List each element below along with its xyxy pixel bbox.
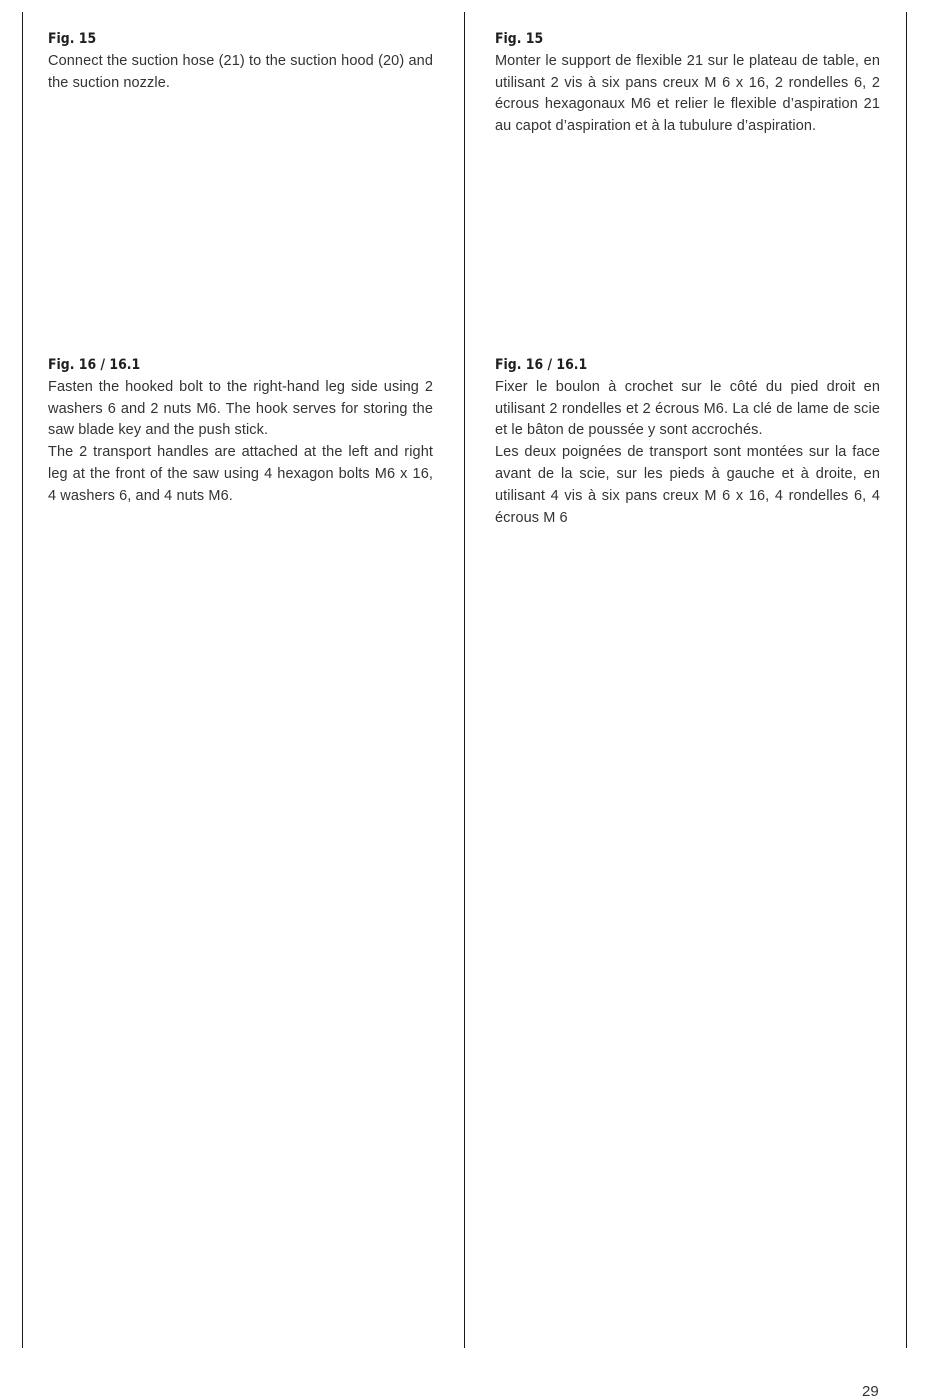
french-fig16-title: Fig. 16 / 16.1 xyxy=(495,357,588,373)
left-column-rule xyxy=(22,12,23,1348)
english-fig15-section xyxy=(48,29,433,94)
english-fig16-paragraph-1: Fasten the hooked bolt to the right-hand leg side using 2 washers 6 and 2 nuts M6. The hook serves for storing the saw blade key and the push stick. xyxy=(48,378,433,439)
english-fig15-paragraph-1: Connect the suction hose (21) to the suction hood (20) and the suction nozzle. xyxy=(48,52,433,91)
english-fig16-section xyxy=(48,355,433,508)
french-fig15-paragraph-1: Monter le support de flexible 21 sur le plateau de table, en utilisant 2 vis à six pans creux M 6 x 16, 2 rondelles 6, 2 écrous hexagonaux M6 et relier le flexible d’aspiration 21 au capot d’aspiration et à la tubulure d’aspiration. xyxy=(495,52,880,135)
french-fig15-title: Fig. 15 xyxy=(495,31,544,47)
french-fig15-section xyxy=(495,29,880,138)
english-fig16-title: Fig. 16 / 16.1 xyxy=(48,357,141,373)
french-fig16-section xyxy=(495,355,880,529)
english-fig16-paragraph-2: The 2 transport handles are attached at the left and right leg at the front of the saw using 4 hexagon bolts M6 x 16, 4 washers 6, and 4 nuts M6. xyxy=(48,444,433,504)
french-fig16-paragraph-1: Fixer le boulon à crochet sur le côté du pied droit en utilisant 2 rondelles et 2 écrous M6. La clé de lame de scie et le bâton de poussée y sont accrochés. xyxy=(495,378,880,439)
right-column-rule xyxy=(906,12,907,1348)
center-column-rule xyxy=(464,12,465,1348)
page-number: 29 xyxy=(862,1383,879,1398)
english-fig15-title: Fig. 15 xyxy=(48,31,97,47)
french-fig16-paragraph-2: Les deux poignées de transport sont montées sur la face avant de la scie, sur les pieds à gauche et à droite, en utilisant 4 vis à six pans creux M 6 x 16, 4 rondelles 6, 4 écrous M 6 xyxy=(495,444,880,526)
